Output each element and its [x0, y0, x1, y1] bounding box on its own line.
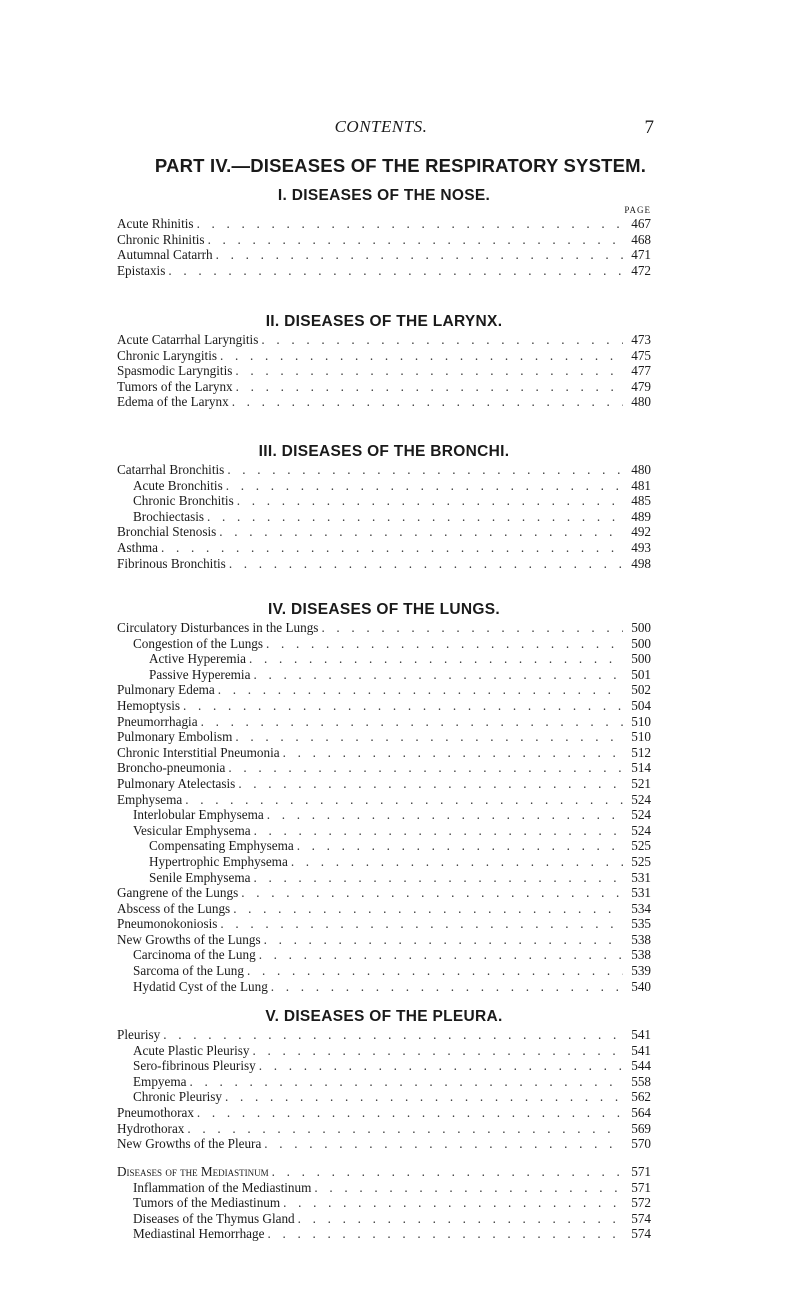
entry-page-number: 571	[631, 1179, 651, 1195]
dot-leader	[267, 807, 623, 823]
entry-label: Pneumonokoniosis	[117, 916, 218, 932]
dot-leader	[208, 232, 623, 248]
entry-label: Spasmodic Laryngitis	[117, 363, 233, 379]
toc-section-larynx	[117, 311, 651, 410]
toc-entry	[117, 1074, 651, 1090]
toc-entry	[117, 776, 651, 792]
entry-label: Chronic Interstitial Pneumonia	[117, 744, 280, 760]
entry-label: Chronic Rhinitis	[117, 231, 205, 247]
toc-entry	[117, 540, 651, 556]
entry-page-number: 479	[631, 378, 651, 394]
toc-entry	[117, 807, 651, 823]
entry-page-number: 564	[631, 1104, 651, 1120]
dot-leader	[252, 1043, 623, 1059]
dot-leader	[197, 216, 623, 232]
toc-entry	[117, 854, 651, 870]
entry-label: Emphysema	[117, 791, 183, 807]
dot-leader	[225, 1089, 623, 1105]
entry-page-number: 514	[631, 760, 651, 776]
toc-entry	[117, 1226, 651, 1242]
dot-leader	[183, 698, 623, 714]
dot-leader	[254, 823, 623, 839]
toc-entry	[117, 1121, 651, 1137]
entry-list	[117, 462, 651, 571]
entry-page-number: 574	[631, 1210, 651, 1226]
entry-page-number: 498	[631, 555, 651, 571]
section-title: III. DISEASES OF THE BRONCHI.	[258, 443, 510, 460]
toc-entry	[117, 885, 651, 901]
entry-page-number: 538	[631, 931, 651, 947]
entry-label: Pulmonary Embolism	[117, 729, 233, 745]
toc-entry	[117, 714, 651, 730]
entry-page-number: 569	[631, 1120, 651, 1136]
entry-label: Pneumorrhagia	[117, 713, 198, 729]
entry-label: Pleurisy	[117, 1027, 161, 1042]
dot-leader	[228, 760, 623, 776]
entry-label: Pulmonary Atelectasis	[117, 775, 236, 791]
entry-list	[117, 216, 651, 278]
toc-entry	[117, 870, 651, 886]
entry-page-number: 480	[631, 394, 651, 410]
dot-leader	[321, 620, 623, 636]
entry-list	[117, 620, 651, 994]
entry-label: Hydatid Cyst of the Lung	[133, 978, 268, 994]
toc-entry	[117, 216, 651, 232]
dot-leader	[291, 854, 623, 870]
toc-entry	[117, 462, 651, 478]
section-title: II. DISEASES OF THE LARYNX.	[265, 313, 503, 330]
dot-leader	[261, 332, 623, 348]
entry-page-number: 531	[631, 869, 651, 885]
entry-page-number: 525	[631, 838, 651, 854]
entry-label: Mediastinal Hemorrhage	[133, 1226, 265, 1242]
entry-label: Brochiectasis	[133, 508, 205, 524]
toc-entry	[117, 636, 651, 652]
entry-label: Bronchial Stenosis	[117, 524, 217, 540]
entry-page-number: 562	[631, 1089, 651, 1105]
toc-entry	[117, 651, 651, 667]
entry-label: Circulatory Disturbances in the Lungs	[117, 620, 319, 635]
entry-page-number: 500	[631, 620, 651, 635]
toc-entry	[117, 963, 651, 979]
toc-section-bronchi	[117, 441, 651, 571]
entry-page-number: 500	[631, 635, 651, 651]
toc-entry	[117, 394, 651, 410]
entry-label: Empyema	[133, 1073, 187, 1089]
entry-label: Gangrene of the Lungs	[117, 885, 239, 901]
dot-leader	[247, 963, 623, 979]
toc-entry	[117, 947, 651, 963]
dot-leader	[253, 870, 623, 886]
dot-leader	[227, 462, 623, 478]
entry-page-number: 531	[631, 885, 651, 901]
entry-label: Hypertrophic Emphysema	[149, 853, 288, 869]
entry-label: Hydrothorax	[117, 1120, 185, 1136]
entry-page-number: 489	[631, 508, 651, 524]
dot-leader	[201, 714, 623, 730]
dot-leader	[283, 1195, 623, 1211]
entry-page-number: 473	[631, 332, 651, 347]
entry-page-number: 481	[631, 477, 651, 493]
toc-entry	[117, 1211, 651, 1227]
dot-leader	[264, 1136, 623, 1152]
section-title: I. DISEASES OF THE NOSE.	[277, 187, 491, 204]
entry-page-number: 521	[631, 775, 651, 791]
entry-list	[117, 1164, 651, 1242]
entry-page-number: 471	[631, 247, 651, 263]
entry-label: Acute Plastic Pleurisy	[133, 1042, 250, 1058]
entry-page-number: 525	[631, 853, 651, 869]
toc-entry	[117, 232, 651, 248]
entry-label: Vesicular Emphysema	[133, 822, 251, 838]
toc-entry	[117, 247, 651, 263]
toc-entry	[117, 332, 651, 348]
entry-label: Chronic Laryngitis	[117, 347, 217, 363]
entry-label: Acute Rhinitis	[117, 216, 194, 231]
toc-entry	[117, 979, 651, 995]
part-title: PART IV.—DISEASES OF THE RESPIRATORY SYSTEM.	[154, 155, 647, 176]
dot-leader	[238, 776, 623, 792]
toc-entry	[117, 1180, 651, 1196]
dot-leader	[207, 509, 623, 525]
entry-page-number: 510	[631, 713, 651, 729]
toc-section-mediastinum	[117, 1164, 651, 1242]
dot-leader	[232, 394, 623, 410]
toc-entry	[117, 1058, 651, 1074]
entry-label: Sero-fibrinous Pleurisy	[133, 1058, 256, 1074]
entry-page-number: 540	[631, 978, 651, 994]
running-head	[108, 117, 654, 141]
toc-entry	[117, 348, 651, 364]
dot-leader	[272, 1164, 623, 1180]
entry-label: Active Hyperemia	[149, 651, 247, 667]
dot-leader	[229, 556, 623, 572]
entry-label: Hemoptysis	[117, 697, 181, 713]
entry-label: Pneumothorax	[117, 1104, 194, 1120]
toc-entry	[117, 509, 651, 525]
dot-leader	[259, 1058, 623, 1074]
toc-entry	[117, 667, 651, 683]
entry-label: Acute Bronchitis	[133, 477, 223, 493]
toc-entry	[117, 745, 651, 761]
page-column-label: PAGE	[624, 205, 651, 215]
entry-page-number: 572	[631, 1195, 651, 1211]
dot-leader	[161, 540, 623, 556]
entry-page-number: 570	[631, 1136, 651, 1152]
dot-leader	[189, 1074, 623, 1090]
dot-leader	[264, 932, 623, 948]
toc-entry	[117, 916, 651, 932]
toc-entry	[117, 263, 651, 279]
page-number: 7	[644, 117, 654, 138]
dot-leader	[218, 682, 623, 698]
dot-leader	[163, 1027, 623, 1043]
toc-entry	[117, 1164, 651, 1180]
dot-leader	[220, 348, 623, 364]
toc-entry	[117, 729, 651, 745]
toc-entry	[117, 901, 651, 917]
toc-section-nose	[117, 185, 651, 278]
toc-entry	[117, 1089, 651, 1105]
entry-page-number: 485	[631, 493, 651, 509]
toc-entry	[117, 698, 651, 714]
section-title: V. DISEASES OF THE PLEURA.	[265, 1008, 503, 1025]
entry-page-number: 475	[631, 347, 651, 363]
entry-page-number: 467	[631, 216, 651, 231]
dot-leader	[271, 979, 623, 995]
toc-entry	[117, 792, 651, 808]
entry-page-number: 571	[631, 1164, 651, 1179]
entry-page-number: 500	[631, 651, 651, 667]
toc-entry	[117, 823, 651, 839]
entry-label: Diseases of the Thymus Gland	[133, 1210, 295, 1226]
dot-leader	[235, 363, 623, 379]
entry-page-number: 538	[631, 947, 651, 963]
toc-entry	[117, 524, 651, 540]
entry-label: Catarrhal Bronchitis	[117, 462, 225, 477]
entry-page-number: 501	[631, 666, 651, 682]
dot-leader	[235, 729, 623, 745]
entry-page-number: 524	[631, 822, 651, 838]
entry-page-number: 541	[631, 1042, 651, 1058]
entry-page-number: 512	[631, 744, 651, 760]
dot-leader	[241, 885, 623, 901]
entry-label: Congestion of the Lungs	[133, 635, 264, 651]
entry-page-number: 468	[631, 231, 651, 247]
entry-label: Edema of the Larynx	[117, 394, 229, 410]
toc-entry	[117, 620, 651, 636]
entry-label: Tumors of the Larynx	[117, 378, 233, 394]
entry-page-number: 477	[631, 363, 651, 379]
toc-entry	[117, 379, 651, 395]
dot-leader	[220, 916, 623, 932]
toc-entry	[117, 363, 651, 379]
entry-page-number: 535	[631, 916, 651, 932]
toc-entry	[117, 478, 651, 494]
entry-label: Interlobular Emphysema	[133, 807, 264, 823]
toc-entry	[117, 1136, 651, 1152]
toc-entry	[117, 932, 651, 948]
toc-entry	[117, 838, 651, 854]
entry-label: Senile Emphysema	[149, 869, 251, 885]
entry-page-number: 524	[631, 807, 651, 823]
dot-leader	[233, 901, 623, 917]
entry-label: Passive Hyperemia	[149, 666, 251, 682]
dot-leader	[283, 745, 623, 761]
dot-leader	[259, 947, 623, 963]
entry-page-number: 504	[631, 697, 651, 713]
entry-label: Sarcoma of the Lung	[133, 963, 244, 979]
entry-page-number: 493	[631, 539, 651, 555]
entry-page-number: 541	[631, 1027, 651, 1042]
entry-page-number: 510	[631, 729, 651, 745]
entry-label: Broncho-pneumonia	[117, 760, 226, 776]
entry-list	[117, 332, 651, 410]
dot-leader	[297, 838, 623, 854]
dot-leader	[314, 1180, 623, 1196]
entry-page-number: 524	[631, 791, 651, 807]
toc-entry	[117, 556, 651, 572]
entry-page-number: 480	[631, 462, 651, 477]
entry-label: Abscess of the Lungs	[117, 900, 231, 916]
entry-label: Autumnal Catarrh	[117, 247, 213, 263]
toc-entry	[117, 1195, 651, 1211]
entry-label: New Growths of the Pleura	[117, 1136, 262, 1152]
dot-leader	[197, 1105, 623, 1121]
dot-leader	[267, 1226, 623, 1242]
dot-leader	[249, 651, 623, 667]
section-title: IV. DISEASES OF THE LUNGS.	[267, 601, 501, 618]
dot-leader	[253, 667, 623, 683]
toc-section-pleura	[117, 1006, 651, 1152]
entry-list	[117, 1027, 651, 1152]
dot-leader	[266, 636, 623, 652]
entry-page-number: 534	[631, 900, 651, 916]
entry-label: Chronic Pleurisy	[133, 1089, 223, 1105]
entry-label: New Growths of the Lungs	[117, 931, 261, 947]
toc-entry	[117, 493, 651, 509]
entry-label: Pulmonary Edema	[117, 682, 215, 698]
entry-page-number: 492	[631, 524, 651, 540]
dot-leader	[298, 1211, 623, 1227]
entry-page-number: 574	[631, 1226, 651, 1242]
toc-section-lungs	[117, 599, 651, 994]
dot-leader	[187, 1121, 623, 1137]
entry-label: Epistaxis	[117, 262, 166, 278]
dot-leader	[237, 493, 623, 509]
entry-label: Carcinoma of the Lung	[133, 947, 256, 963]
entry-label: Chronic Bronchitis	[133, 493, 234, 509]
dot-leader	[216, 247, 623, 263]
entry-label: Inflammation of the Mediastinum	[133, 1179, 312, 1195]
toc-entry	[117, 1043, 651, 1059]
entry-page-number: 502	[631, 682, 651, 698]
entry-label: Diseases of the Mediastinum	[117, 1164, 269, 1179]
entry-page-number: 539	[631, 963, 651, 979]
dot-leader	[185, 792, 623, 808]
entry-label: Fibrinous Bronchitis	[117, 555, 226, 571]
toc-entry	[117, 1105, 651, 1121]
entry-page-number: 544	[631, 1058, 651, 1074]
entry-page-number: 558	[631, 1073, 651, 1089]
toc-entry	[117, 1027, 651, 1043]
entry-label: Compensating Emphysema	[149, 838, 294, 854]
entry-page-number: 472	[631, 262, 651, 278]
toc-entry	[117, 682, 651, 698]
entry-label: Tumors of the Mediastinum	[133, 1195, 281, 1211]
dot-leader	[236, 379, 623, 395]
entry-label: Acute Catarrhal Laryngitis	[117, 332, 259, 347]
entry-label: Asthma	[117, 539, 159, 555]
running-title: CONTENTS.	[334, 117, 428, 136]
toc-entry	[117, 760, 651, 776]
dot-leader	[226, 478, 623, 494]
dot-leader	[168, 263, 623, 279]
dot-leader	[219, 524, 623, 540]
